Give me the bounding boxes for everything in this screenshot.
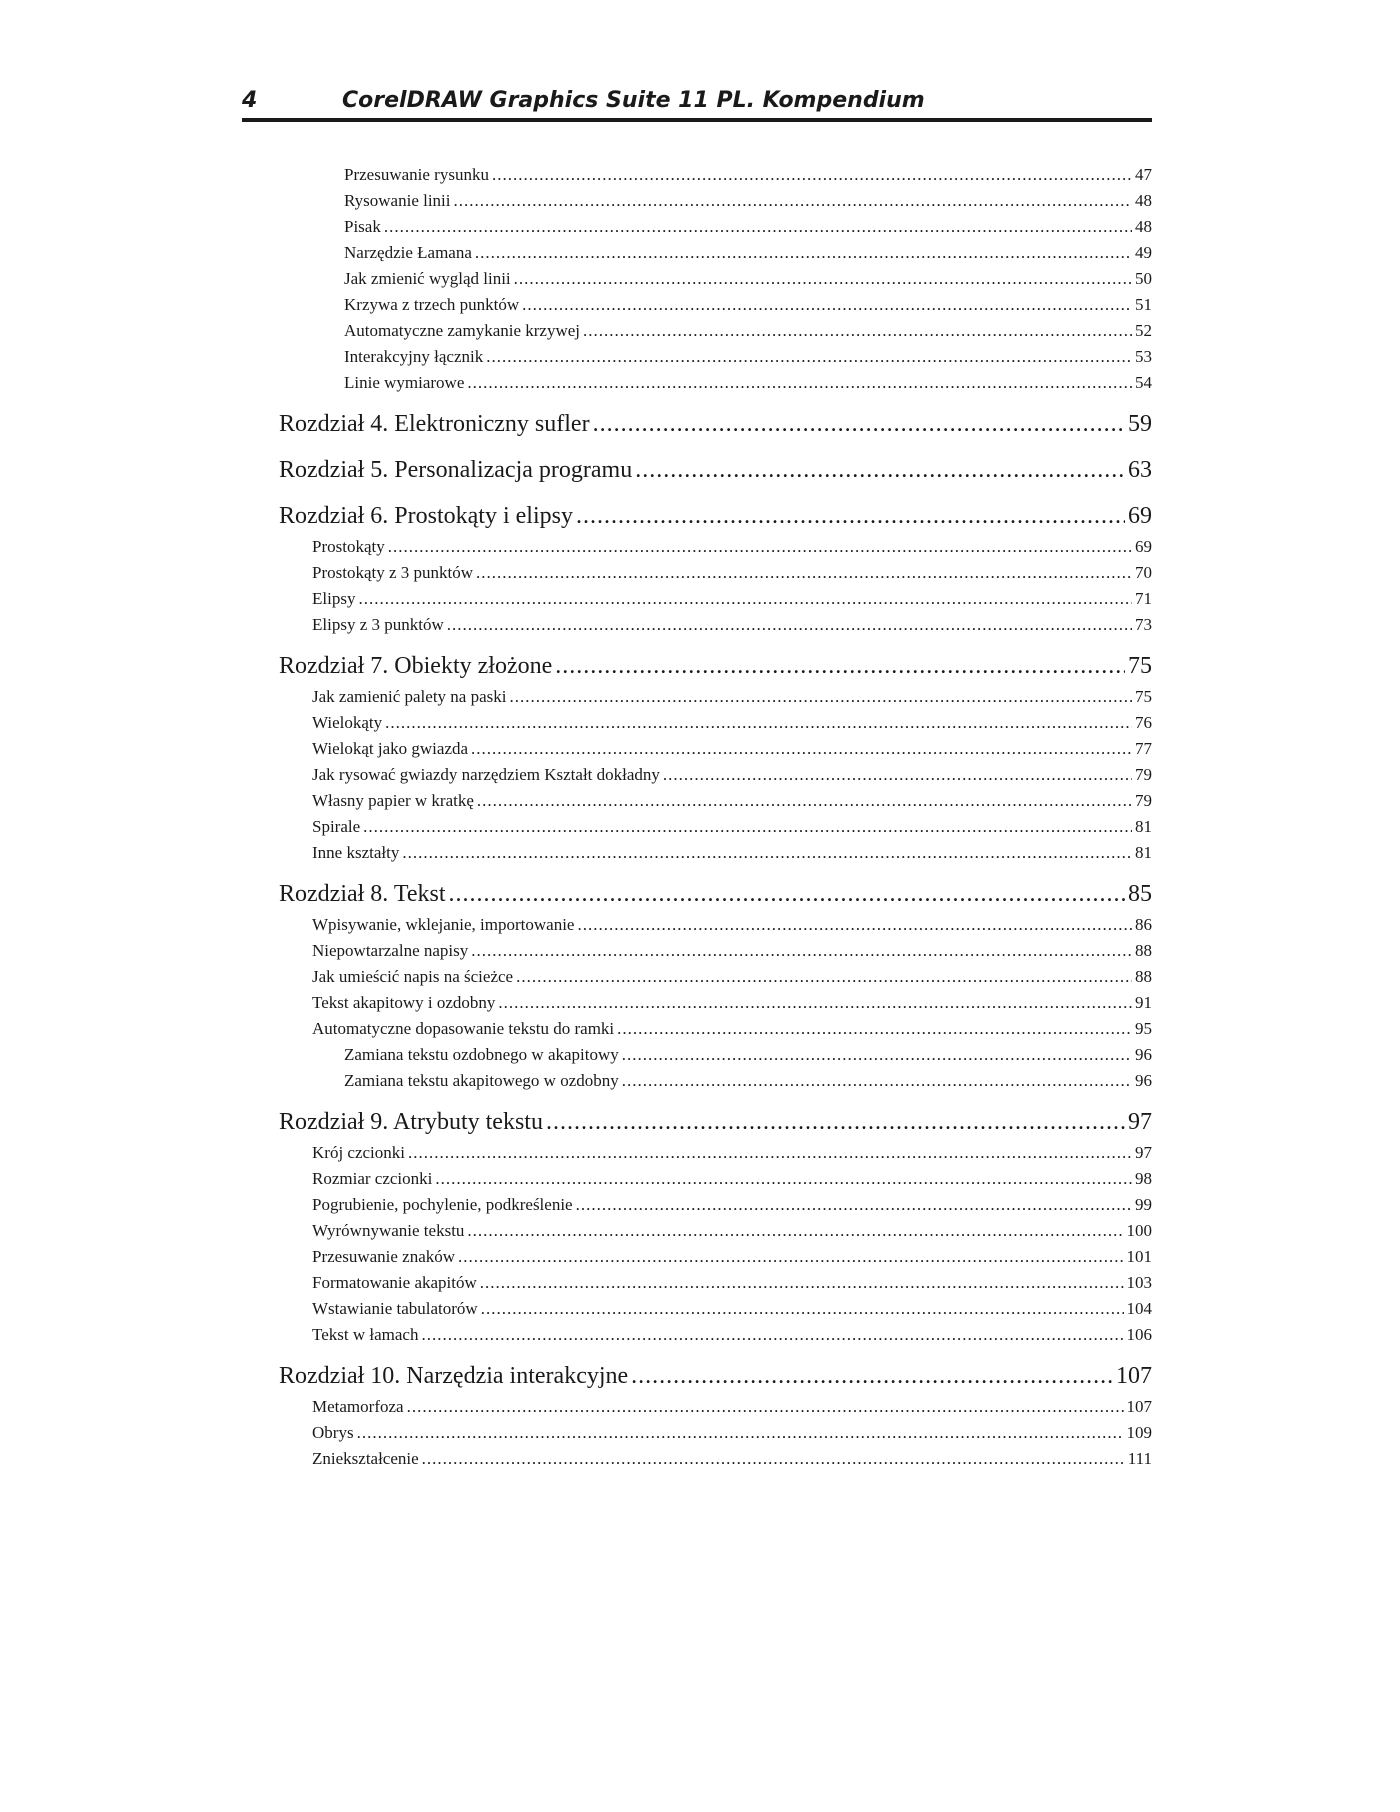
dot-leader [475,240,1132,266]
toc-entry [279,684,1152,710]
toc-entry-title: Pisak [344,217,381,236]
toc-entry-title: Jak umieścić napis na ścieżce [312,967,514,986]
toc-entry-title: Niepowtarzalne napisy [312,941,469,960]
chapter-heading-page: 85 [1128,881,1152,907]
toc-entry-page: 103 [1126,1273,1152,1292]
dot-leader [546,1104,1125,1140]
chapter-heading-title: Rozdział 10. Narzędzia interakcyjne [279,1363,629,1389]
toc-entry-page: 48 [1135,191,1152,210]
table-of-contents [279,162,1152,1472]
toc-entry-page: 76 [1135,713,1152,732]
dot-leader [583,318,1132,344]
chapter-heading-page: 97 [1128,1109,1152,1135]
toc-entry-title: Automatyczne dopasowanie tekstu do ramki [312,1019,615,1038]
toc-entry [279,762,1152,788]
chapter-heading-page: 107 [1116,1363,1152,1389]
toc-entry-title: Jak zmienić wygląd linii [344,269,511,288]
toc-subentry [279,1068,1152,1094]
toc-entry-title: Przesuwanie rysunku [344,165,489,184]
toc-entry-title: Rozmiar czcionki [312,1169,433,1188]
dot-leader [385,710,1132,736]
toc-entry [279,840,1152,866]
toc-entry [279,912,1152,938]
toc-entry [279,964,1152,990]
toc-entry [279,370,1152,396]
toc-entry-title: Tekst akapitowy i ozdobny [312,993,496,1012]
dot-leader [622,1068,1132,1094]
chapter-heading-page: 59 [1128,411,1152,437]
toc-entry [279,788,1152,814]
toc-entry-title: Tekst w łamach [312,1325,419,1344]
dot-leader [388,534,1132,560]
chapter-heading-title: Rozdział 8. Tekst [279,881,446,907]
chapter-block [279,406,1152,442]
toc-entry-page: 75 [1135,687,1152,706]
toc-entry-page: 69 [1135,537,1152,556]
toc-entry-title: Rysowanie linii [344,191,451,210]
toc-entry [279,214,1152,240]
chapter-heading-title: Rozdział 4. Elektroniczny sufler [279,411,590,437]
dot-leader [408,1140,1132,1166]
dot-leader [481,1296,1124,1322]
dot-leader [522,292,1132,318]
toc-entry [279,266,1152,292]
dot-leader [617,1016,1132,1042]
dot-leader [402,840,1132,866]
chapter-block [279,876,1152,1094]
toc-entry-page: 50 [1135,269,1152,288]
toc-entry-page: 86 [1135,915,1152,934]
toc-entry-page: 51 [1135,295,1152,314]
dot-leader [477,788,1132,814]
toc-entry-page: 52 [1135,321,1152,340]
chapter-block [279,452,1152,488]
toc-entry [279,240,1152,266]
toc-entry-title: Krój czcionki [312,1143,405,1162]
chapter-heading-title: Rozdział 6. Prostokąty i elipsy [279,503,573,529]
toc-entry-title: Narzędzie Łamana [344,243,472,262]
dot-leader [421,1322,1123,1348]
toc-entry [279,814,1152,840]
toc-entry [279,710,1152,736]
toc-entry-page: 95 [1135,1019,1152,1038]
dot-leader [498,990,1132,1016]
toc-entry-title: Przesuwanie znaków [312,1247,456,1266]
chapter-heading-title: Rozdział 7. Obiekty złożone [279,653,553,679]
chapter-block [279,1104,1152,1348]
toc-entry [279,938,1152,964]
dot-leader [458,1244,1123,1270]
toc-entry-page: 53 [1135,347,1152,366]
toc-entry [279,586,1152,612]
toc-entry-page: 81 [1135,817,1152,836]
dot-leader [514,266,1132,292]
dot-leader [476,560,1132,586]
toc-entry [279,1394,1152,1420]
toc-entry [279,560,1152,586]
toc-entry-title: Wpisywanie, wklejanie, importowanie [312,915,575,934]
toc-entry-title: Metamorfoza [312,1397,404,1416]
toc-entry-page: 70 [1135,563,1152,582]
dot-leader [492,162,1132,188]
toc-entry-title: Prostokąty [312,537,385,556]
dot-leader [467,370,1132,396]
toc-entry [279,1192,1152,1218]
chapter-block [279,648,1152,866]
toc-entry-title: Linie wymiarowe [344,373,465,392]
chapter-block [279,498,1152,638]
toc-entry-title: Wielokąty [312,713,383,732]
toc-entry-title: Inne kształty [312,843,400,862]
dot-leader [384,214,1132,240]
toc-entry-title: Spirale [312,817,361,836]
chapter-heading [279,406,1152,442]
toc-entry-page: 73 [1135,615,1152,634]
dot-leader [449,876,1125,912]
toc-entry-title: Elipsy z 3 punktów [312,615,444,634]
toc-entry-page: 54 [1135,373,1152,392]
chapter-heading [279,648,1152,684]
toc-entry [279,1322,1152,1348]
chapter-heading-page: 69 [1128,503,1152,529]
page-number: 4 [242,88,258,113]
chapter-heading [279,1358,1152,1394]
toc-entry-title: Jak zamienić palety na paski [312,687,507,706]
toc-entry [279,188,1152,214]
toc-entry-title: Formatowanie akapitów [312,1273,477,1292]
toc-entry-page: 88 [1135,967,1152,986]
dot-leader [577,912,1132,938]
dot-leader [454,188,1132,214]
toc-entry [279,1296,1152,1322]
toc-entry-title: Elipsy [312,589,356,608]
dot-leader [422,1446,1125,1472]
toc-entry-title: Krzywa z trzech punktów [344,295,520,314]
toc-subentry-title: Zamiana tekstu ozdobnego w akapitowy [344,1045,619,1064]
chapter-heading-page: 75 [1128,653,1152,679]
toc-entry-page: 101 [1126,1247,1152,1266]
toc-subentry-page: 96 [1135,1071,1152,1090]
toc-entry-page: 91 [1135,993,1152,1012]
chapter-heading [279,876,1152,912]
toc-entry-title: Zniekształcenie [312,1449,419,1468]
toc-subentry-page: 96 [1135,1045,1152,1064]
toc-entry [279,1446,1152,1472]
toc-entry-page: 79 [1135,791,1152,810]
toc-entry-page: 77 [1135,739,1152,758]
toc-entry-page: 109 [1126,1423,1152,1442]
chapter-heading [279,1104,1152,1140]
toc-entry-page: 79 [1135,765,1152,784]
toc-entry-title: Wstawianie tabulatorów [312,1299,478,1318]
toc-entry-page: 98 [1135,1169,1152,1188]
chapter-heading [279,452,1152,488]
toc-entry-page: 49 [1135,243,1152,262]
dot-leader [471,938,1132,964]
toc-entry [279,736,1152,762]
dot-leader [435,1166,1132,1192]
toc-entry-title: Interakcyjny łącznik [344,347,484,366]
toc-entry-title: Wielokąt jako gwiazda [312,739,469,758]
dot-leader [467,1218,1123,1244]
toc-entry-title: Automatyczne zamykanie krzywej [344,321,581,340]
dot-leader [358,586,1132,612]
dot-leader [516,964,1132,990]
dot-leader [407,1394,1124,1420]
dot-leader [486,344,1132,370]
toc-entry [279,1016,1152,1042]
toc-entry [279,1166,1152,1192]
toc-entry-page: 81 [1135,843,1152,862]
toc-entry-page: 97 [1135,1143,1152,1162]
dot-leader [363,814,1132,840]
page-header [242,84,1152,122]
toc-entry-page: 47 [1135,165,1152,184]
toc-entry-page: 100 [1126,1221,1152,1240]
dot-leader [635,452,1125,488]
toc-entry [279,534,1152,560]
dot-leader [576,498,1125,534]
dot-leader [555,648,1125,684]
toc-subentry [279,1042,1152,1068]
toc-entry-page: 99 [1135,1195,1152,1214]
toc-entry [279,1420,1152,1446]
toc-entry [279,1244,1152,1270]
dot-leader [576,1192,1132,1218]
toc-entry-title: Obrys [312,1423,354,1442]
dot-leader [471,736,1132,762]
toc-entry-title: Wyrównywanie tekstu [312,1221,465,1240]
dot-leader [663,762,1132,788]
toc-entry [279,1140,1152,1166]
toc-entry [279,1270,1152,1296]
toc-entry-title: Jak rysować gwiazdy narzędziem Kształt dokładny [312,765,660,784]
dot-leader [593,406,1125,442]
dot-leader [631,1358,1113,1394]
dot-leader [357,1420,1124,1446]
toc-entry-page: 88 [1135,941,1152,960]
dot-leader [622,1042,1132,1068]
toc-entry-page: 71 [1135,589,1152,608]
toc-subentry-title: Zamiana tekstu akapitowego w ozdobny [344,1071,619,1090]
chapter-heading-page: 63 [1128,457,1152,483]
toc-entry-title: Pogrubienie, pochylenie, podkreślenie [312,1195,573,1214]
chapter-heading-title: Rozdział 5. Personalizacja programu [279,457,633,483]
toc-entry-page: 107 [1126,1397,1152,1416]
dot-leader [480,1270,1124,1296]
toc-entry [279,292,1152,318]
book-title: CorelDRAW Graphics Suite 11 PL. Kompendium [342,88,925,113]
toc-entry-title: Prostokąty z 3 punktów [312,563,474,582]
chapter-heading [279,498,1152,534]
dot-leader [447,612,1132,638]
dot-leader [509,684,1132,710]
toc-entry-page: 48 [1135,217,1152,236]
toc-entry-page: 104 [1126,1299,1152,1318]
toc-entry [279,612,1152,638]
toc-entry [279,990,1152,1016]
toc-entry-page: 106 [1126,1325,1152,1344]
toc-entry [279,318,1152,344]
toc-entry-page: 111 [1127,1449,1152,1468]
toc-entry [279,1218,1152,1244]
toc-entry [279,344,1152,370]
toc-entry [279,162,1152,188]
chapter-block [279,1358,1152,1472]
chapter-heading-title: Rozdział 9. Atrybuty tekstu [279,1109,543,1135]
toc-entry-title: Własny papier w kratkę [312,791,474,810]
